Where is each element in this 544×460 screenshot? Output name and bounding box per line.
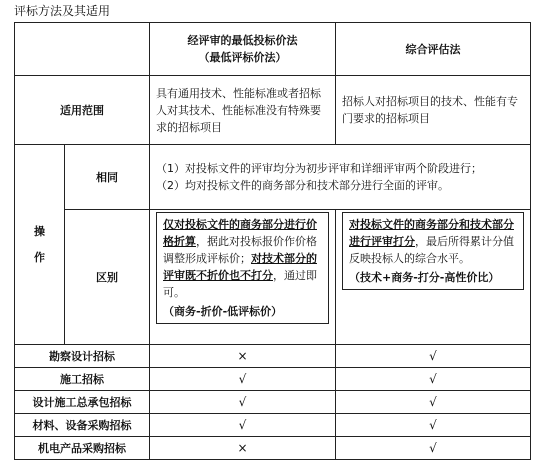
header-col1-line1: 经评审的最低投标价法 [187, 34, 298, 47]
scope-col2: 招标人对招标项目的技术、性能有专门要求的招标项目 [336, 76, 531, 145]
application-row [15, 345, 531, 368]
evaluation-methods-table [14, 22, 531, 460]
scope-label: 适用范围 [15, 76, 150, 145]
diff-col1-part3: 对技术部分的评审既不折价也不打分 [163, 252, 317, 282]
application-row [15, 437, 531, 460]
header-col1-line2: （最低评标价法） [198, 51, 287, 64]
application-col2-mark: √ [336, 345, 531, 368]
header-comprehensive-method: 综合评估法 [336, 23, 531, 76]
diff-col2-part1: 对投标文件的商务部分和技术部分进行评审打分 [349, 218, 514, 248]
scope-col1: 具有通用技术、性能标准或者招标人对其技术、性能标准没有特殊要求的招标项目 [150, 76, 336, 145]
diff-col2-box [342, 212, 524, 290]
application-col1-mark: √ [150, 414, 336, 437]
application-label: 勘察设计招标 [15, 345, 150, 368]
diff-col1-part4: ，通过即可。 [163, 269, 317, 299]
application-col1-mark: × [150, 345, 336, 368]
application-col2-mark: √ [336, 437, 531, 460]
diff-col1-box [156, 212, 329, 324]
header-row [15, 23, 531, 76]
application-row [15, 391, 531, 414]
header-lowest-price-method [150, 23, 336, 76]
application-col1-mark: √ [150, 368, 336, 391]
application-col1-mark: √ [150, 391, 336, 414]
operation-label-top: 操 [34, 224, 45, 238]
operation-label [15, 145, 65, 345]
diff-col1 [150, 210, 336, 345]
same-line2: （2）均对投标文件的商务部分和技术部分进行全面的评审。 [156, 179, 449, 192]
application-col2-mark: √ [336, 391, 531, 414]
page-title: 评标方法及其适用 [14, 4, 111, 18]
diff-col2-formula: （技术+商务-打分-高性价比） [349, 271, 500, 284]
scope-row [15, 76, 531, 145]
application-row [15, 414, 531, 437]
diff-col1-part1: 仅对投标文件的商务部分进行价格折算 [163, 218, 317, 248]
diff-col1-part2: ，据此对投标报价作价格调整形成评标价； [163, 235, 317, 265]
application-label: 施工招标 [15, 368, 150, 391]
application-label: 材料、设备采购招标 [15, 414, 150, 437]
application-col1-mark: × [150, 437, 336, 460]
header-corner-cell [15, 23, 150, 76]
operation-label-bottom: 作 [34, 250, 45, 264]
operation-diff-row [15, 210, 531, 345]
application-label: 设计施工总承包招标 [15, 391, 150, 414]
diff-col1-formula: （商务-折价-低评标价） [163, 305, 283, 318]
diff-col2 [336, 210, 531, 345]
same-content [150, 145, 531, 210]
application-row [15, 368, 531, 391]
application-label: 机电产品采购招标 [15, 437, 150, 460]
application-col2-mark: √ [336, 414, 531, 437]
same-label: 相同 [65, 145, 150, 210]
operation-same-row [15, 145, 531, 210]
diff-col2-part2: ，最后所得累计分值反映投标人的综合水平。 [349, 235, 514, 265]
same-line1: （1）对投标文件的评审均分为初步评审和详细评审两个阶段进行； [156, 162, 482, 175]
diff-label: 区别 [65, 210, 150, 345]
application-col2-mark: √ [336, 368, 531, 391]
